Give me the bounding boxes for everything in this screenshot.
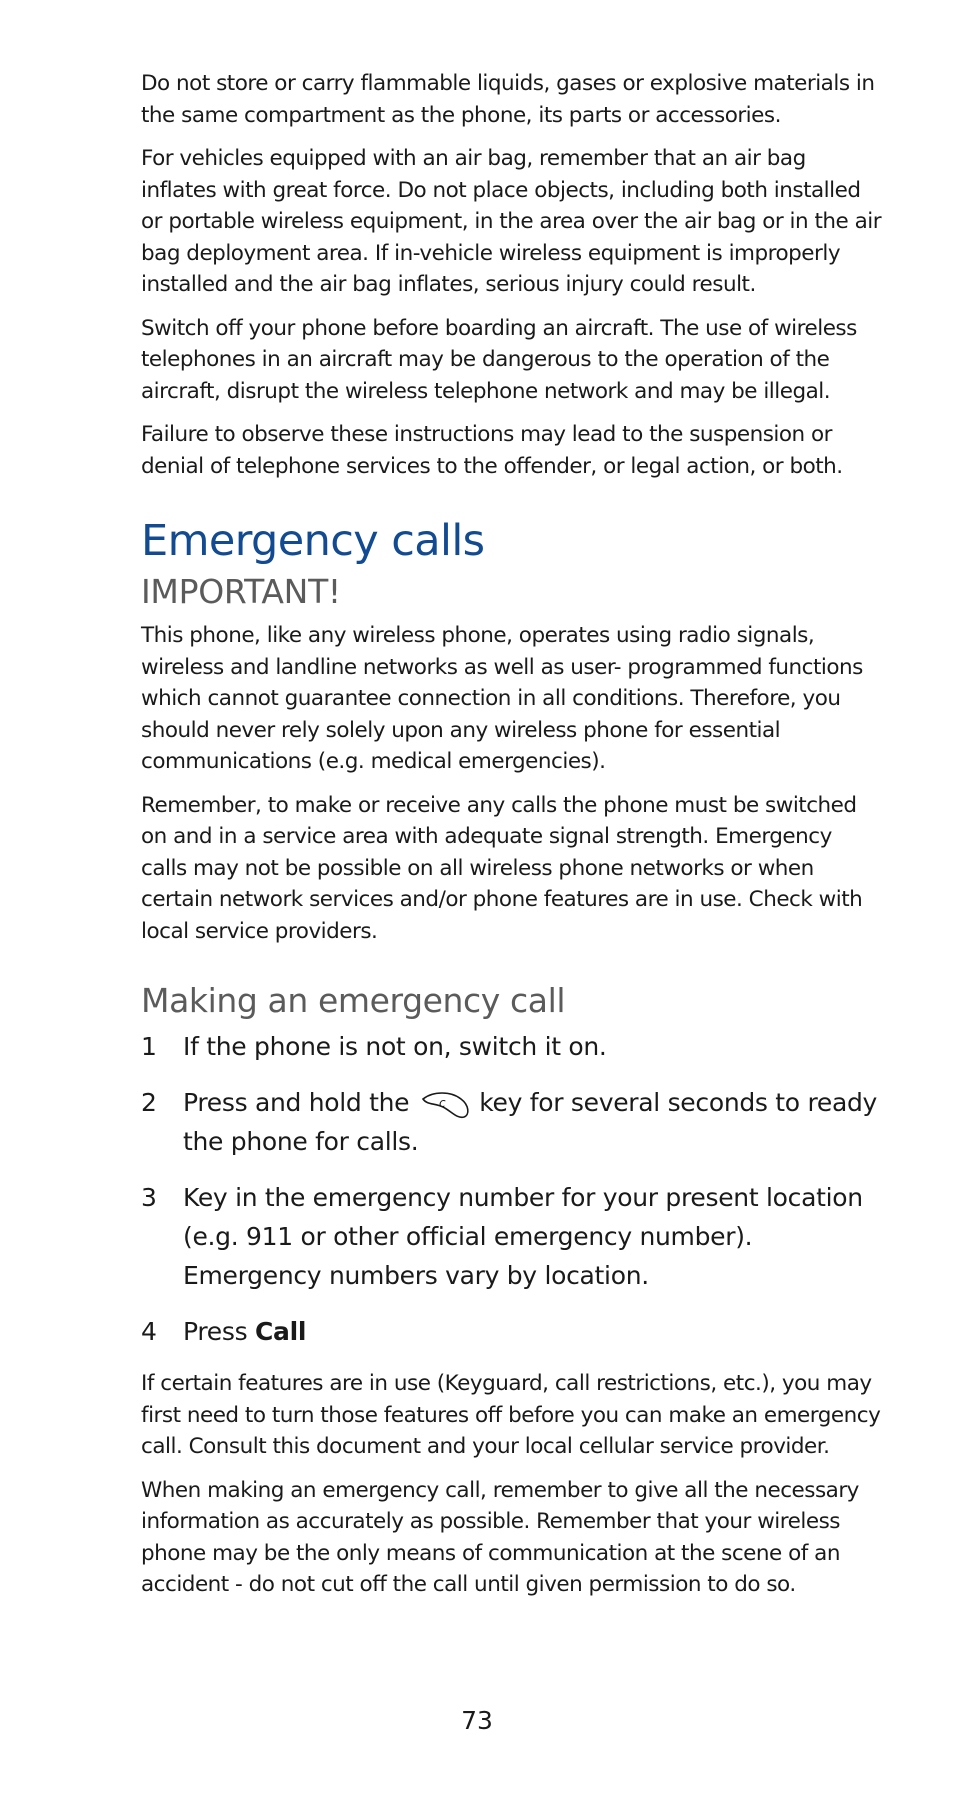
important-paragraph-radio-signals: This phone, like any wireless phone, operates using radio signals, wireless and landline networks as well as user- programmed functions which cannot guarantee connection in all conditions. Therefore, you should never rely solely upon any wireless phone for essential communications (e.g. medical emergencies). [141,623,863,774]
step-number: 1 [141,1032,157,1061]
page-number: 73 [461,1706,493,1735]
emergency-calls-heading: Emergency calls [141,516,485,566]
step-text-before: Press [183,1317,248,1346]
step-item [141,1178,883,1295]
intro-paragraph-flammable: Do not store or carry flammable liquids, gases or explosive materials in the same compartment as the phone, its parts or accessories. [141,71,875,128]
intro-paragraph-air-bag: For vehicles equipped with an air bag, remember that an air bag inflates with great force. Do not place objects, including both installed or portable wireless equipment, in the area over the air bag or in the air bag deployment area. If in-vehicle wireless equipment is improperly installed and the air bag inflates, serious injury could result. [141,146,882,297]
step-item [141,1312,883,1351]
clear-key-icon [417,1089,471,1119]
step-text [183,1312,883,1351]
call-softkey-label: Call [254,1317,307,1346]
step-text: If the phone is not on, switch it on. [183,1032,607,1061]
step-item [141,1083,883,1161]
step-text-before: Press and hold the [183,1088,410,1117]
intro-paragraph-aircraft: Switch off your phone before boarding an aircraft. The use of wireless telephones in an aircraft may be dangerous to the operation of the aircraft, disrupt the wireless telephone network and may be illegal. [141,315,857,404]
step-item [141,1027,883,1066]
intro-paragraph-failure: Failure to observe these instructions may lead to the suspension or denial of telephone services to the offender, or legal action, or both. [141,422,843,479]
step-number: 2 [141,1088,157,1117]
step-text: Key in the emergency number for your present location (e.g. 911 or other official emergency number). Emergency numbers vary by location. [183,1183,863,1290]
svg-text:c: c [439,1096,446,1110]
important-paragraph-service-area: Remember, to make or receive any calls the phone must be switched on and in a service area with adequate signal strength. Emergency calls may not be possible on all wireless phone networks or when certain network services and/or phone features are in use. Check with local service providers. [141,792,863,944]
step-number: 3 [141,1183,157,1212]
making-emergency-call-heading: Making an emergency call [141,981,566,1020]
emergency-call-steps [141,1027,883,1351]
step-text-after: key for several seconds to ready the phone for calls. [183,1088,878,1156]
features-in-use-paragraph: If certain features are in use (Keyguard, call restrictions, etc.), you may first need to turn those features off before you can make an emergency call. Consult this document and your local cellular service provider. [141,1371,881,1459]
step-number: 4 [141,1317,157,1346]
important-subheading: IMPORTANT! [141,572,341,611]
document-page [141,68,883,1613]
step-text [183,1083,883,1161]
necessary-information-paragraph: When making an emergency call, remember to give all the necessary information as accurately as possible. Remember that your wireless phone may be the only means of communication at the scene of an accident - do not cut off the call until given permission to do so. [141,1477,859,1597]
